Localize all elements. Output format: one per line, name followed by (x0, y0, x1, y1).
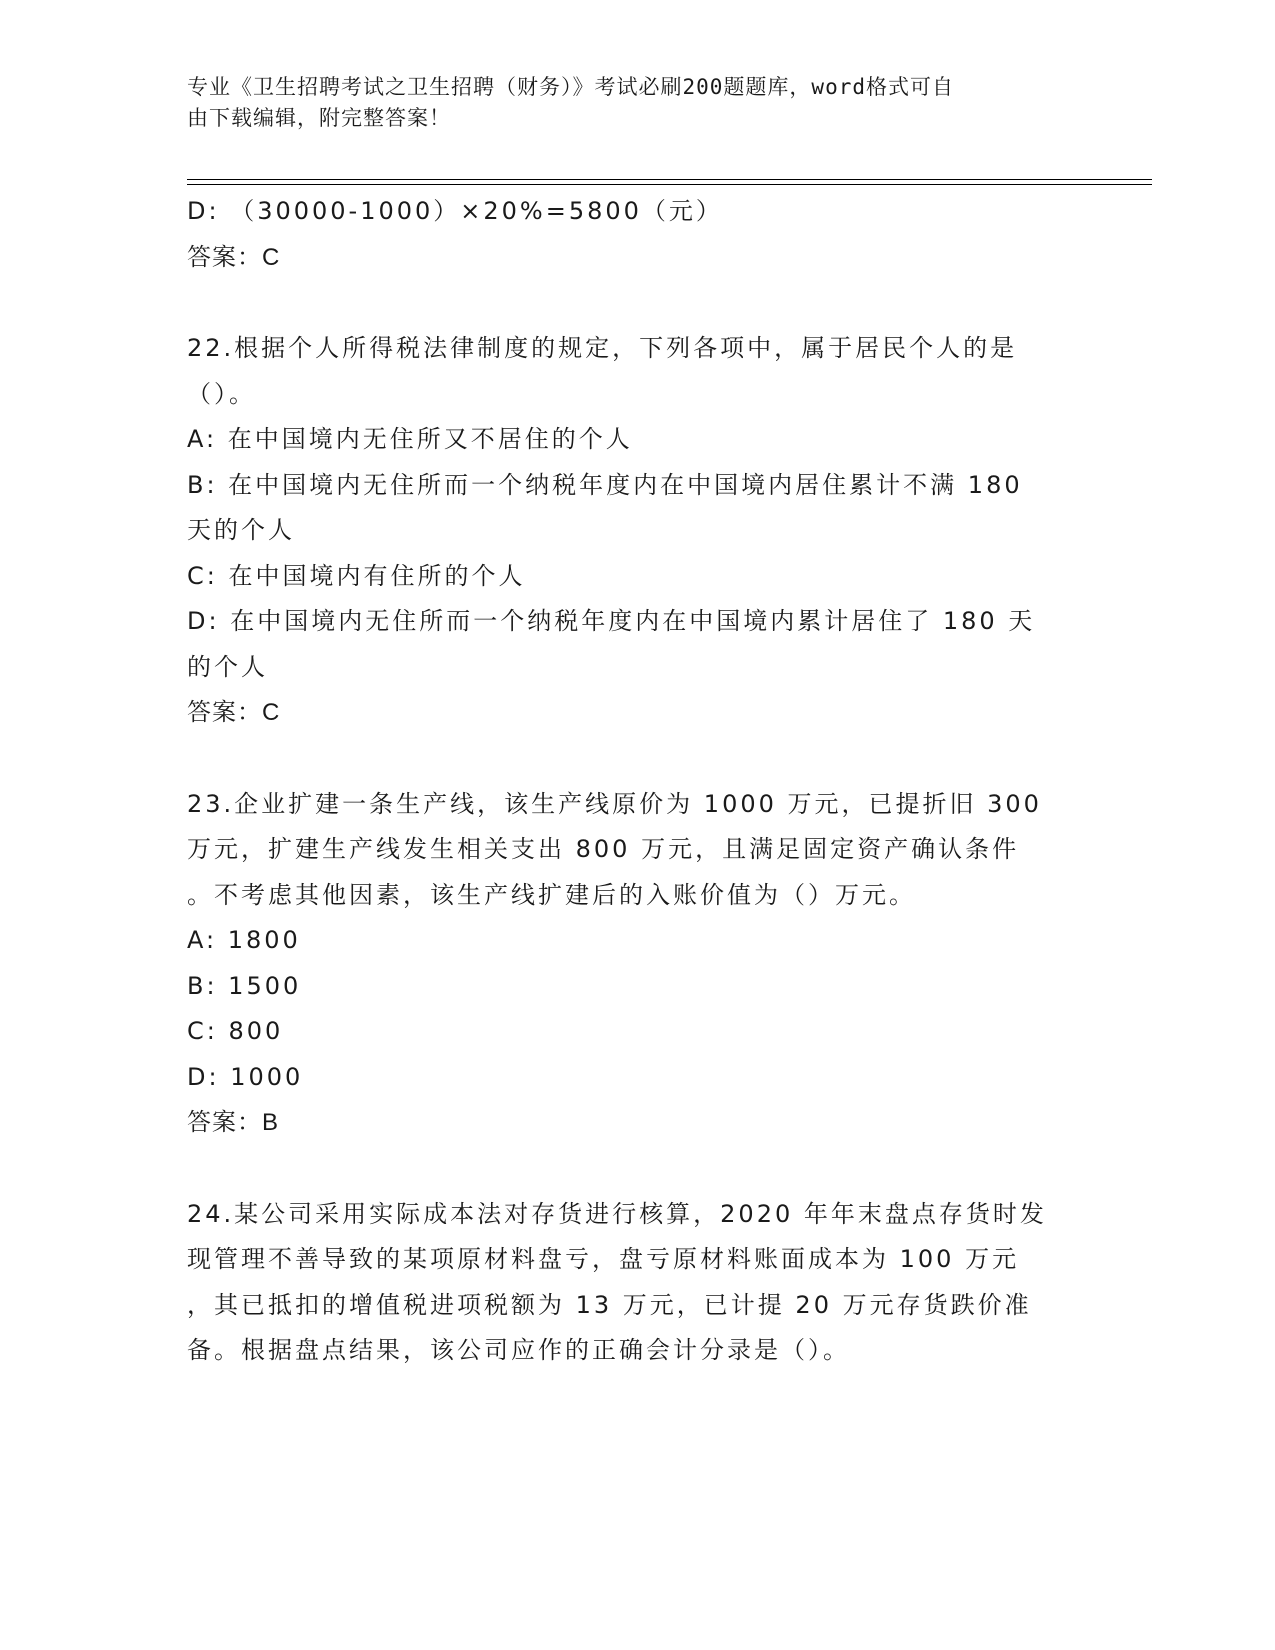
option-c: C: 800 (187, 1017, 284, 1045)
question-21-tail (187, 189, 1087, 280)
question-stem: 23.企业扩建一条生产线，该生产线原价为 1000 万元，已提折旧 300 (187, 789, 1042, 818)
option-a: A: 1800 (187, 926, 301, 954)
answer-line: 答案：B (187, 1109, 280, 1136)
document-body (187, 189, 1087, 1374)
page-header (187, 72, 1067, 134)
option-b: B: 1500 (187, 971, 302, 1000)
question-stem-cont: 。不考虑其他因素，该生产线扩建后的入账价值为（）万元。 (187, 880, 916, 909)
header-divider-bottom (187, 184, 1152, 185)
answer-line: 答案：C (187, 243, 281, 271)
spacer (187, 1146, 1087, 1192)
option-a: A: 在中国境内无住所又不居住的个人 (187, 425, 633, 453)
question-stem-cont: 备。根据盘点结果，该公司应作的正确会计分录是（）。 (187, 1336, 850, 1364)
option-d: D: 在中国境内无住所而一个纳税年度内在中国境内累计居住了 180 天 (187, 607, 1036, 635)
question-22 (187, 326, 1087, 736)
header-title-line-2: 由下载编辑，附完整答案！ (187, 106, 451, 130)
option-d: D: （30000-1000）×20%=5800（元） (187, 197, 723, 225)
question-24 (187, 1192, 1087, 1374)
question-stem-cont: 万元，扩建生产线发生相关支出 800 万元，且满足固定资产确认条件 (187, 835, 1020, 863)
option-d: D: 1000 (187, 1062, 304, 1091)
spacer (187, 736, 1087, 782)
question-stem-cont: 现管理不善导致的某项原材料盘亏，盘亏原材料账面成本为 100 万元 (187, 1245, 1020, 1273)
question-23 (187, 782, 1087, 1146)
question-stem: 24.某公司采用实际成本法对存货进行核算，2020 年年末盘点存货时发 (187, 1199, 1047, 1228)
question-stem-cont: （）。 (187, 379, 256, 408)
header-title-line-1: 专业《卫生招聘考试之卫生招聘（财务）》考试必刷200题题库，word格式可自 (187, 75, 954, 99)
header-divider-top (187, 179, 1152, 180)
answer-line: 答案：C (187, 699, 281, 726)
option-b-cont: 天的个人 (187, 516, 295, 544)
option-d-cont: 的个人 (187, 652, 268, 681)
option-c: C: 在中国境内有住所的个人 (187, 561, 526, 590)
option-b: B: 在中国境内无住所而一个纳税年度内在中国境内居住累计不满 180 (187, 470, 1023, 499)
spacer (187, 280, 1087, 326)
question-stem: 22.根据个人所得税法律制度的规定，下列各项中，属于居民个人的是 (187, 334, 1018, 362)
question-stem-cont: ，其已抵扣的增值税进项税额为 13 万元，已计提 20 万元存货跌价准 (187, 1290, 1032, 1319)
